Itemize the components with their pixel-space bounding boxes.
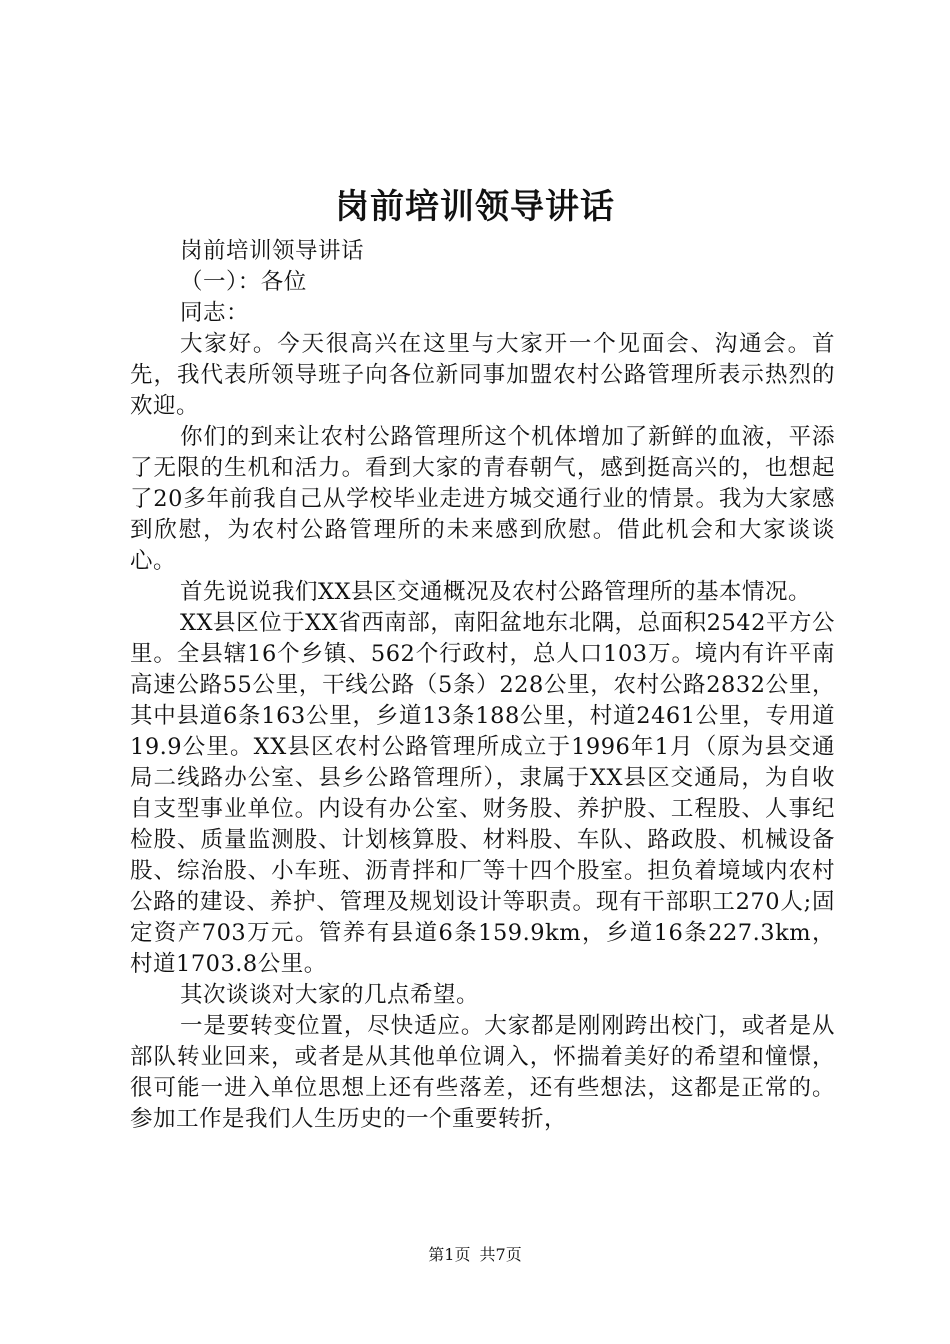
paragraph-overview: XX县区位于XX省西南部，南阳盆地东北隅，总面积2542平方公里。全县辖16个乡镇、562个行政村，总人口103万。境内有许平南高速公路55公里，干线公路（5条）228公里，农村公路2832公里，其中县道6条163公里，乡道13条188公里，村道2461公里，专用道19.9公里。XX县区农村公路管理所成立于1996年1月（原为县交通局二线路办公室、县乡公路管理所），隶属于XX县区交通局，为自收自支型事业单位。内设有办公室、财务股、养护股、工程股、人事纪检股、质量监测股、计划核算股、材料股、车队、路政股、机械设备股、综治股、小车班、沥青拌和厂等十四个股室。担负着境域内农村公路的建设、养护、管理及规划设计等职责。现有干部职工270人;固定资产703万元。管养有县道6条159.9km，乡道16条227.3km，村道1703.8公里。 [130, 610, 835, 977]
document-title: 岗前培训领导讲话 [335, 187, 615, 227]
paragraph-welcome: 你们的到来让农村公路管理所这个机体增加了新鲜的血液，平添了无限的生机和活力。看到大家的青春朝气，感到挺高兴的，也想起了20多年前我自己从学校毕业走进方城交通行业的情景。我为大家感到欣慰，为农村公路管理所的未来感到欣慰。借此机会和大家谈谈心。 [130, 424, 835, 574]
total-pages: 共7页 [479, 1245, 522, 1264]
paragraph-salutation: 同志： [180, 300, 250, 326]
paragraph-hope-one: 一是要转变位置，尽快适应。大家都是刚刚跨出校门，或者是从部队转业回来，或者是从其他单位调入，怀揣着美好的希望和憧憬，很可能一进入单位思想上还有些落差，还有些想法，这都是正常的。参加工作是我们人生历史的一个重要转折， [130, 1013, 835, 1132]
paragraph-subtitle: 岗前培训领导讲话 [180, 238, 365, 264]
document-body [130, 236, 835, 1135]
current-page-number: 第1页 [428, 1245, 471, 1264]
paragraph-section-one: （一）：各位 [180, 269, 307, 295]
paragraph-greeting: 大家好。今天很高兴在这里与大家开一个见面会、沟通会。首先，我代表所领导班子向各位新同事加盟农村公路管理所表示热烈的欢迎。 [130, 331, 835, 419]
page-footer [0, 1244, 950, 1266]
paragraph-overview-intro: 首先说说我们XX县区交通概况及农村公路管理所的基本情况。 [180, 579, 812, 605]
paragraph-hopes-intro: 其次谈谈对大家的几点希望。 [180, 982, 480, 1008]
